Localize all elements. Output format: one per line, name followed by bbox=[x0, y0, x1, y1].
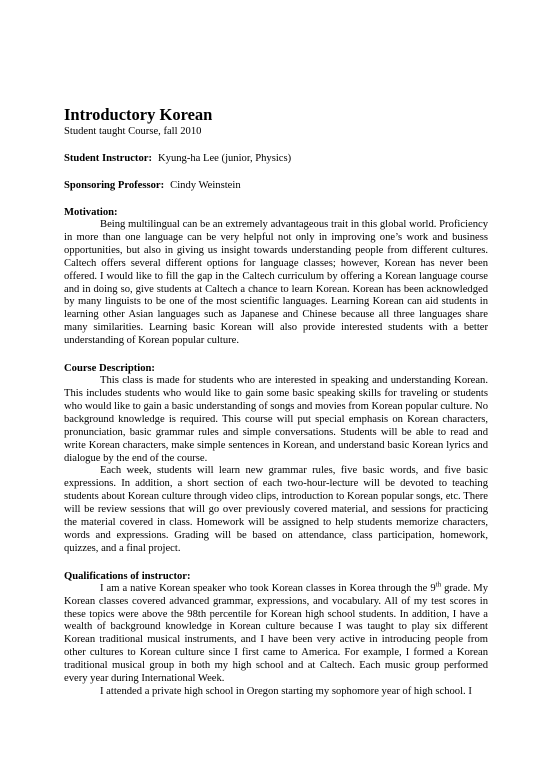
qualifications-paragraph bbox=[64, 580, 488, 686]
qualifications-text-rest: grade. My Korean classes covered advanced grammar, expressions, and vocabulary. All of my test scores in these topics were above the 98th percentile for Korean high school students. In addition, I have a wealth of background knowledge in Korean culture because I was taught to play six different Korean traditional musical instruments, and I have been very active in introducing people from other cultures to Korean culture since I first came to America. For example, I formed a Korean traditional musical group in both my high school and at Caltech. Each music group performed every year during International Week. bbox=[64, 582, 488, 685]
professor-field bbox=[64, 179, 488, 192]
motivation-heading: Motivation: bbox=[64, 207, 118, 218]
course-description-heading: Course Description: bbox=[64, 363, 155, 375]
instructor-label: Student Instructor: bbox=[64, 153, 152, 164]
qualifications-text-start: I am a native Korean speaker who took Korean classes in Korea through the 9 bbox=[100, 582, 436, 594]
instructor-field bbox=[64, 152, 488, 165]
document-subtitle: Student taught Course, fall 2010 bbox=[64, 126, 202, 137]
document-page bbox=[64, 106, 488, 699]
qualifications-paragraph: I attended a private high school in Oregon starting my sophomore year of high school. I bbox=[100, 686, 472, 697]
motivation-paragraph: Being multilingual can be an extremely advantageous trait in this global world. Proficiency in more than one language can be very helpful not only in improving one’s work and business opportunities, but also in giving us insight towards understanding people from different cultures. Caltech offers several different options for language classes; however, Korean has never been offered. I would like to fill the gap in the Caltech curriculum by offering a Korean language course and in doing so, give students at Caltech a chance to learn Korean. Korean has been acknowledged by many linguists to be one of the most scientific languages. Learning Korean can aid students in learning other Asian languages such as Japanese and Chinese because all three languages share many similarities. Learning basic Korean will also provide interested students with a better understanding of Korean popular culture. bbox=[64, 219, 488, 347]
instructor-value: Kyung-ha Lee (junior, Physics) bbox=[158, 153, 292, 164]
professor-value: Cindy Weinstein bbox=[170, 180, 241, 191]
qualifications-heading: Qualifications of instructor: bbox=[64, 570, 191, 582]
motivation-section bbox=[64, 206, 488, 348]
course-description-section bbox=[64, 362, 488, 556]
professor-label: Sponsoring Professor: bbox=[64, 180, 165, 191]
course-description-paragraph: Each week, students will learn new grammar rules, five basic words, and five basic expressions. In addition, a short section of each two-hour-lecture will be devoted to teaching students about Korean culture through video clips, introduction to Korean popular songs, etc. There will be review sessions that will go over previously covered material, and sessions for practicing the material covered in class. Homework will be assigned to help students memorize characters, words and expressions. Grading will be based on attendance, class participation, homework, quizzes, and a final project. bbox=[64, 465, 488, 554]
ordinal-suffix: th bbox=[435, 580, 442, 589]
course-description-paragraph: This class is made for students who are interested in speaking and understanding Korean. This includes students who would like to gain some basic speaking skills for traveling or students who would like to gain a basic understanding of songs and movies from Korean popular culture. No background knowledge is required. This course will put special emphasis on Korean characters, pronunciation, basic grammar rules and simple conversations. Students will be able to read and write Korean characters, make simple sentences in Korean, and understand basic Korean lyrics and dialogue by the end of the course. bbox=[64, 375, 488, 464]
document-title: Introductory Korean bbox=[64, 105, 213, 124]
qualifications-section bbox=[64, 570, 488, 699]
